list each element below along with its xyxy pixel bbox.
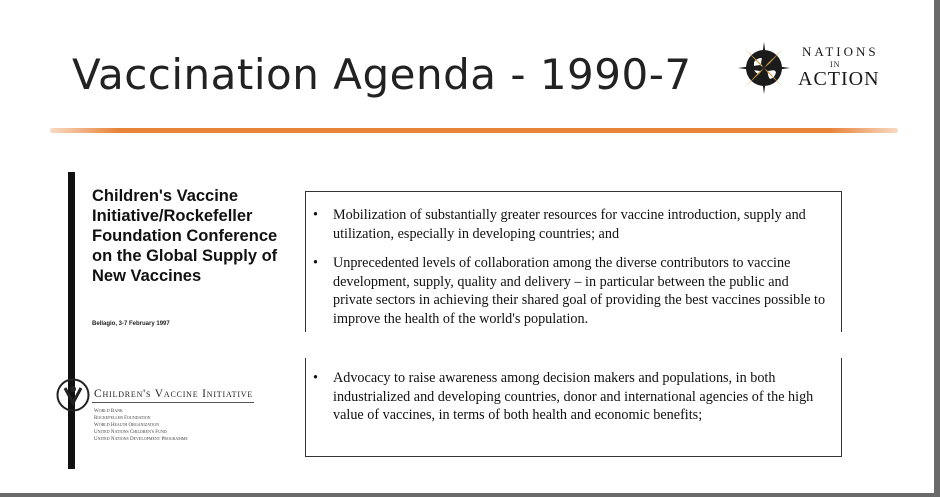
bullet-glyph: • xyxy=(313,255,318,271)
excerpt-bullet-text: Unprecedented levels of collaboration among the diverse contributors to vaccine development, supply, quality and delivery – in particular between the public and private sectors in achieving their shared goal of providing the best vaccines possible to improve the health of the world's population. xyxy=(333,255,826,327)
bullet-glyph: • xyxy=(313,370,318,386)
excerpt-top-list xyxy=(306,206,826,328)
document-side-bar xyxy=(68,172,75,469)
excerpt-bullet-text: Advocacy to raise awareness among decision makers and populations, in both industrialized and developing countries, donor and international agencies of the high value of vaccines, in terms of both health and economic benefits; xyxy=(333,370,814,423)
excerpt-box-top xyxy=(305,191,842,332)
excerpt-bottom-list xyxy=(306,369,826,425)
title-divider xyxy=(50,128,898,133)
cvi-sponsor: United Nations Children's Fund xyxy=(94,430,167,435)
cvi-name: Children's Vaccine Initiative xyxy=(94,388,254,400)
cvi-sponsor-list xyxy=(94,408,188,443)
cvi-sponsor: United Nations Development Programme xyxy=(94,437,188,442)
cvi-rule xyxy=(92,402,254,403)
logo-text-action: ACTION xyxy=(798,68,880,90)
excerpt-box-bottom xyxy=(305,358,842,457)
excerpt-bullet-item xyxy=(306,369,826,425)
cvi-sponsor: World Health Organization xyxy=(94,423,160,428)
logo-text-in: IN xyxy=(830,60,841,69)
cvi-sponsor: World Bank xyxy=(94,409,123,414)
globe-compass-icon xyxy=(738,42,790,94)
nations-in-action-logo xyxy=(738,40,898,100)
bullet-glyph: • xyxy=(313,207,318,223)
cvi-sponsor: Rockefeller Foundation xyxy=(94,416,151,421)
excerpt-bullet-item xyxy=(306,206,826,243)
logo-text-nations: NATIONS xyxy=(802,44,879,59)
excerpt-bullet-item xyxy=(306,254,826,328)
slide-title: Vaccination Agenda - 1990-7 xyxy=(72,50,692,99)
excerpt-bullet-text: Mobilization of substantially greater resources for vaccine introduction, supply and utilization, especially in developing countries; and xyxy=(333,207,806,242)
document-date: Bellagio, 3-7 February 1997 xyxy=(92,321,170,327)
cvi-emblem-icon xyxy=(56,378,90,412)
document-heading: Children's Vaccine Initiative/Rockefeller Foundation Conference on the Global Supply of New Vaccines xyxy=(92,187,278,285)
